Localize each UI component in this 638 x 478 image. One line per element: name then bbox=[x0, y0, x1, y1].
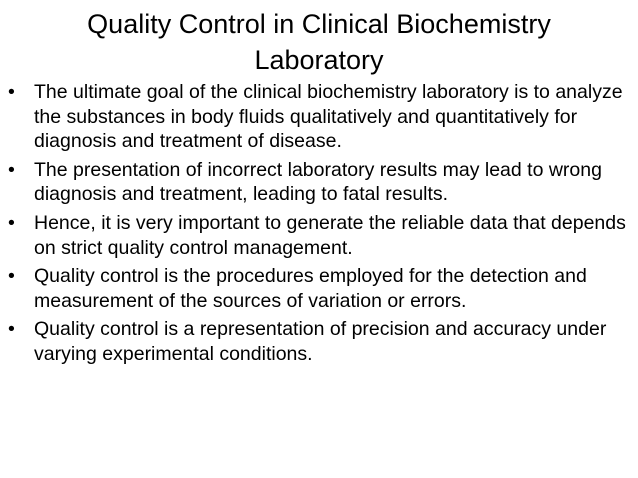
bullet-text: The ultimate goal of the clinical biochemistry laboratory is to analyze the substances in body fluids qualitatively and quantitatively for diagnosis and treatment of disease. bbox=[34, 81, 623, 153]
bullet-dot-icon: • bbox=[8, 158, 15, 181]
slide-title: Quality Control in Clinical Biochemistry Laboratory bbox=[87, 9, 551, 75]
bullet-dot-icon: • bbox=[8, 318, 15, 341]
bullet-item bbox=[8, 264, 630, 313]
bullet-text: Hence, it is very important to generate the reliable data that depends on strict quality control management. bbox=[34, 211, 626, 259]
bullet-item bbox=[8, 211, 630, 260]
bullet-text: The presentation of incorrect laboratory results may lead to wrong diagnosis and treatment, leading to fatal results. bbox=[34, 158, 602, 206]
bullet-text: Quality control is the procedures employed for the detection and measurement of the sources of variation or errors. bbox=[34, 265, 587, 312]
bullet-list bbox=[8, 80, 630, 371]
bullet-dot-icon: • bbox=[8, 81, 15, 103]
bullet-dot-icon: • bbox=[8, 265, 15, 288]
bullet-dot-icon: • bbox=[8, 211, 15, 234]
bullet-item bbox=[8, 80, 630, 154]
bullet-item bbox=[8, 158, 630, 207]
bullet-item bbox=[8, 317, 630, 366]
bullet-text: Quality control is a representation of precision and accuracy under varying experimental conditions. bbox=[34, 318, 607, 365]
